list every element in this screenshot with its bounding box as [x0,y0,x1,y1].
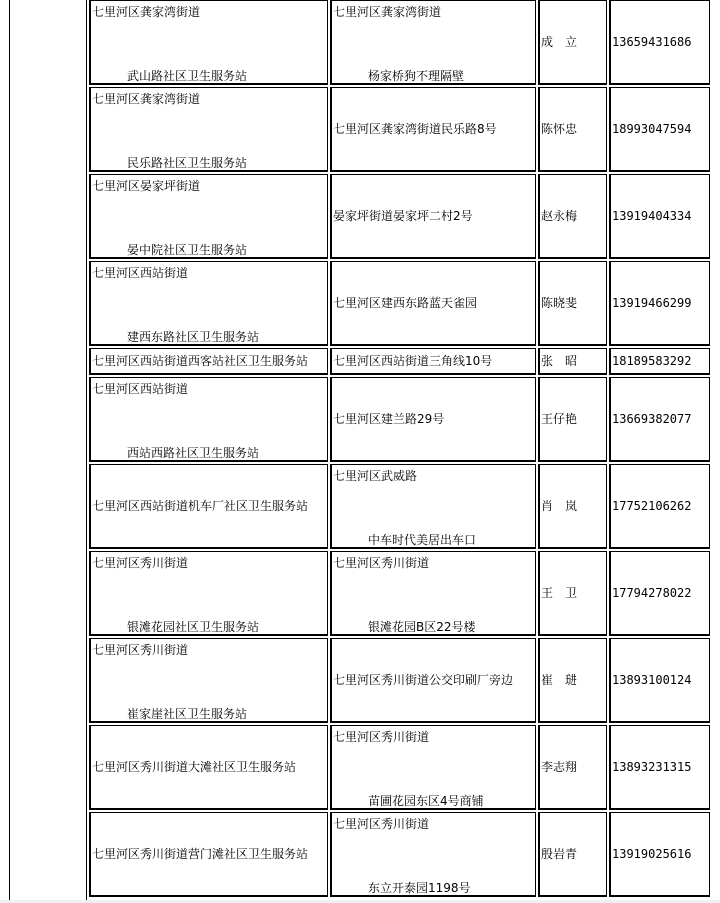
phone-number: 13669382077 [612,412,692,426]
address-cell [330,725,536,810]
table-row [89,0,710,85]
address-line1: 晏家坪街道晏家坪二村2号 [333,209,473,223]
station-line1: 七里河区龚家湾街道 [92,5,201,19]
contact-name: 李志翔 [541,760,578,774]
address-line1: 七里河区秀川街道公交印刷厂旁边 [333,673,514,687]
station-line2: 崔家崖社区卫生服务站 [127,707,248,721]
address-line2: 东立开泰园1198号 [368,881,471,895]
address-line1: 七里河区秀川街道 [333,556,430,570]
contact-cell [538,464,607,549]
phone-cell [609,174,710,259]
contact-cell [538,812,607,897]
contact-name: 陈晓斐 [541,296,578,310]
address-line1: 七里河区龚家湾街道民乐路8号 [333,122,497,136]
table-row [89,261,710,346]
contact-cell [538,348,607,375]
contact-cell [538,0,607,85]
phone-number: 18189583292 [612,354,692,368]
station-line1: 七里河区秀川街道大滩社区卫生服务站 [92,760,297,774]
contact-name: 王 卫 [541,586,578,600]
station-name-cell [89,812,328,897]
station-name-cell [89,174,328,259]
station-name-cell [89,348,328,375]
address-line1: 七里河区龚家湾街道 [333,5,442,19]
station-line2: 民乐路社区卫生服务站 [127,156,248,170]
station-name-cell [89,725,328,810]
phone-number: 17794278022 [612,586,692,600]
contact-name: 崔 琎 [541,673,578,687]
station-line2: 建西东路社区卫生服务站 [127,330,260,344]
phone-cell [609,87,710,172]
station-name-cell [89,0,328,85]
table-row [89,812,710,897]
station-name-cell [89,87,328,172]
phone-cell [609,551,710,636]
contact-name: 赵永梅 [541,209,578,223]
contact-cell [538,174,607,259]
phone-cell [609,348,710,375]
phone-number: 13893231315 [612,760,692,774]
address-cell [330,0,536,85]
contact-cell [538,725,607,810]
contact-name: 王仔艳 [541,412,578,426]
table-row [89,348,710,375]
table-row [89,551,710,636]
address-line1: 七里河区武威路 [333,469,418,483]
contact-name: 张 昭 [541,354,578,368]
address-cell [330,261,536,346]
health-station-table [87,0,712,899]
station-line1: 七里河区秀川街道 [92,643,189,657]
contact-name: 肖 岚 [541,499,578,513]
address-line1: 七里河区建西东路蓝天雀园 [333,296,478,310]
station-line1: 七里河区晏家坪街道 [92,179,201,193]
table-row [89,638,710,723]
contact-cell [538,638,607,723]
address-cell [330,464,536,549]
station-line1: 七里河区秀川街道 [92,556,189,570]
address-line1: 七里河区西站街道三角线10号 [333,354,493,368]
contact-name: 成 立 [541,35,578,49]
contact-name: 陈怀忠 [541,122,578,136]
phone-number: 13919025616 [612,847,692,861]
phone-number: 13893100124 [612,673,692,687]
table-row [89,464,710,549]
station-name-cell [89,551,328,636]
contact-cell [538,261,607,346]
phone-cell [609,261,710,346]
address-cell [330,551,536,636]
station-line1: 七里河区西站街道 [92,266,189,280]
contact-name: 殷岩青 [541,847,578,861]
phone-number: 18993047594 [612,122,692,136]
contact-cell [538,87,607,172]
phone-cell [609,725,710,810]
address-line2: 杨家桥狗不理隔壁 [368,69,465,83]
address-cell [330,174,536,259]
address-line1: 七里河区秀川街道 [333,730,430,744]
address-cell [330,87,536,172]
station-line2: 银滩花园社区卫生服务站 [127,620,260,634]
address-cell [330,812,536,897]
station-line1: 七里河区西站街道西客站社区卫生服务站 [92,354,309,368]
phone-cell [609,812,710,897]
table-row [89,377,710,462]
table-row [89,87,710,172]
address-cell [330,638,536,723]
table-row [89,725,710,810]
phone-number: 13919404334 [612,209,692,223]
address-cell [330,377,536,462]
station-line1: 七里河区西站街道机车厂社区卫生服务站 [92,499,309,513]
address-line1: 七里河区秀川街道 [333,817,430,831]
station-name-cell [89,638,328,723]
phone-cell [609,0,710,85]
station-line2: 武山路社区卫生服务站 [127,69,248,83]
table-row [89,174,710,259]
station-name-cell [89,261,328,346]
phone-number: 17752106262 [612,499,692,513]
station-line2: 晏中院社区卫生服务站 [127,243,248,257]
phone-cell [609,464,710,549]
phone-cell [609,638,710,723]
station-line1: 七里河区秀川街道营门滩社区卫生服务站 [92,847,309,861]
address-line2: 中车时代美居出车口 [368,533,477,547]
station-name-cell [89,464,328,549]
phone-cell [609,377,710,462]
station-line1: 七里河区西站街道 [92,382,189,396]
contact-cell [538,551,607,636]
address-line1: 七里河区建兰路29号 [333,412,445,426]
address-line2: 苗圃花园东区4号商铺 [368,794,484,808]
address-cell [330,348,536,375]
station-line2: 西站西路社区卫生服务站 [127,446,260,460]
contact-cell [538,377,607,462]
station-line1: 七里河区龚家湾街道 [92,92,201,106]
phone-number: 13659431686 [612,35,692,49]
phone-number: 13919466299 [612,296,692,310]
table-outer-left-border [9,0,10,900]
address-line2: 银滩花园B区22号楼 [368,620,476,634]
station-name-cell [89,377,328,462]
